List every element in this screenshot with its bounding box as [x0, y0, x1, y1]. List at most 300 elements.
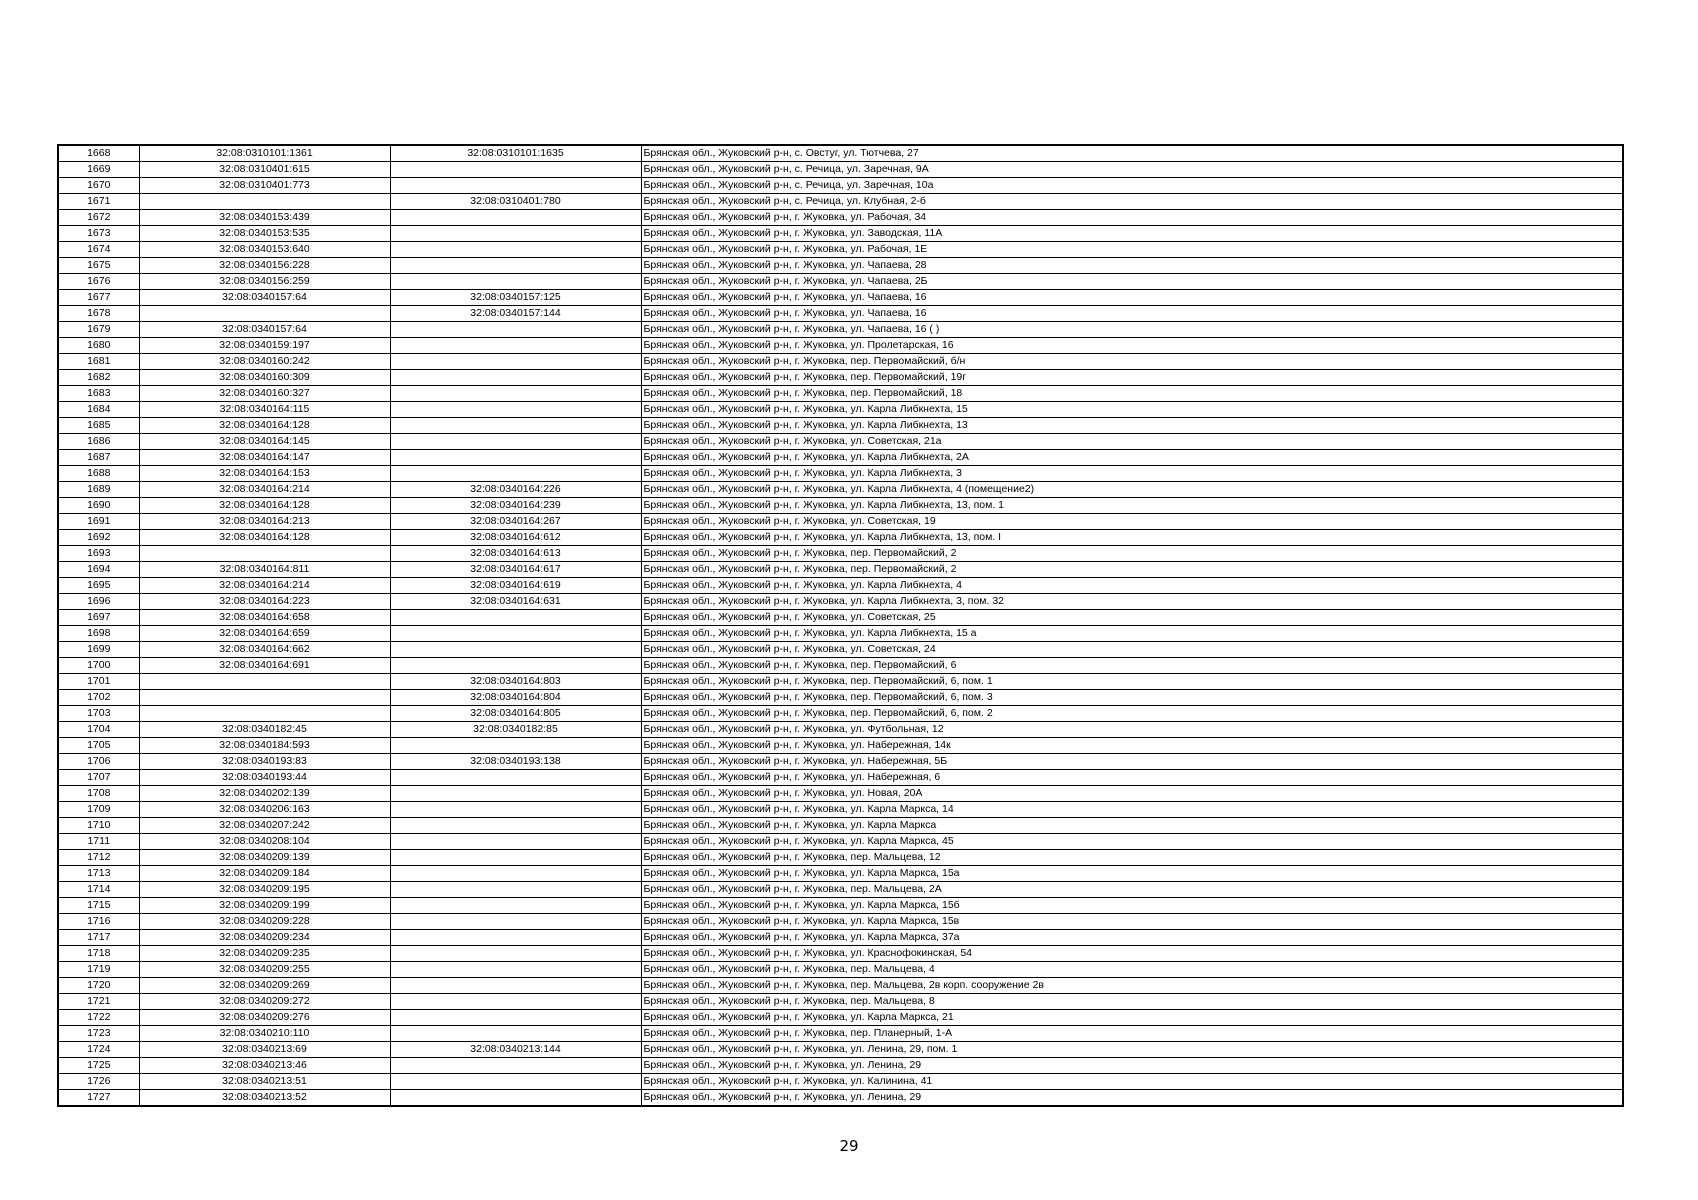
address-cell: Брянская обл., Жуковский р-н, г. Жуковка, пер. Первомайский, 18	[641, 386, 1623, 402]
address-cell: Брянская обл., Жуковский р-н, г. Жуковка, пер. Первомайский, 2	[641, 546, 1623, 562]
cadastral-number-cell: 32:08:0340164:214	[139, 578, 390, 594]
table-row	[58, 610, 1623, 626]
row-number-cell: 1672	[58, 210, 139, 226]
related-cadastral-number-cell	[390, 898, 641, 914]
related-cadastral-number-cell: 32:08:0340164:619	[390, 578, 641, 594]
row-number-cell: 1706	[58, 754, 139, 770]
row-number-cell: 1673	[58, 226, 139, 242]
row-number-cell: 1723	[58, 1026, 139, 1042]
row-number-cell: 1686	[58, 434, 139, 450]
address-cell: Брянская обл., Жуковский р-н, г. Жуковка, ул. Набережная, 14к	[641, 738, 1623, 754]
address-cell: Брянская обл., Жуковский р-н, г. Жуковка, ул. Карла Либкнехта, 13, пом. I	[641, 530, 1623, 546]
row-number-cell: 1715	[58, 898, 139, 914]
related-cadastral-number-cell	[390, 210, 641, 226]
address-cell: Брянская обл., Жуковский р-н, г. Жуковка, ул. Краснофокинская, 54	[641, 946, 1623, 962]
row-number-cell: 1674	[58, 242, 139, 258]
row-number-cell: 1692	[58, 530, 139, 546]
table-row	[58, 322, 1623, 338]
row-number-cell: 1700	[58, 658, 139, 674]
related-cadastral-number-cell	[390, 978, 641, 994]
table-row	[58, 674, 1623, 690]
table-row	[58, 1010, 1623, 1026]
table-row	[58, 498, 1623, 514]
related-cadastral-number-cell	[390, 274, 641, 290]
related-cadastral-number-cell	[390, 962, 641, 978]
row-number-cell: 1712	[58, 850, 139, 866]
row-number-cell: 1683	[58, 386, 139, 402]
table-row	[58, 418, 1623, 434]
row-number-cell: 1714	[58, 882, 139, 898]
address-cell: Брянская обл., Жуковский р-н, г. Жуковка, ул. Набережная, 6	[641, 770, 1623, 786]
address-cell: Брянская обл., Жуковский р-н, г. Жуковка, ул. Карла Либкнехта, 13	[641, 418, 1623, 434]
address-cell: Брянская обл., Жуковский р-н, г. Жуковка, ул. Чапаева, 16	[641, 306, 1623, 322]
address-cell: Брянская обл., Жуковский р-н, г. Жуковка, ул. Карла Маркса	[641, 818, 1623, 834]
address-cell: Брянская обл., Жуковский р-н, г. Жуковка, ул. Ленина, 29	[641, 1058, 1623, 1074]
row-number-cell: 1726	[58, 1074, 139, 1090]
related-cadastral-number-cell	[390, 466, 641, 482]
cadastral-number-cell: 32:08:0340209:255	[139, 962, 390, 978]
cadastral-number-cell	[139, 674, 390, 690]
related-cadastral-number-cell: 32:08:0340164:267	[390, 514, 641, 530]
related-cadastral-number-cell	[390, 1026, 641, 1042]
related-cadastral-number-cell	[390, 802, 641, 818]
row-number-cell: 1681	[58, 354, 139, 370]
address-cell: Брянская обл., Жуковский р-н, г. Жуковка, пер. Первомайский, 6	[641, 658, 1623, 674]
cadastral-number-cell: 32:08:0340209:276	[139, 1010, 390, 1026]
table-row	[58, 690, 1623, 706]
cadastral-number-cell: 32:08:0340207:242	[139, 818, 390, 834]
address-cell: Брянская обл., Жуковский р-н, г. Жуковка, ул. Карла Маркса, 37а	[641, 930, 1623, 946]
table-row	[58, 882, 1623, 898]
table-body	[58, 145, 1623, 1106]
cadastral-number-cell: 32:08:0310401:615	[139, 162, 390, 178]
table-row	[58, 338, 1623, 354]
cadastral-number-cell: 32:08:0340156:228	[139, 258, 390, 274]
address-cell: Брянская обл., Жуковский р-н, г. Жуковка, ул. Ленина, 29, пом. 1	[641, 1042, 1623, 1058]
row-number-cell: 1716	[58, 914, 139, 930]
table-row	[58, 562, 1623, 578]
related-cadastral-number-cell	[390, 402, 641, 418]
cadastral-number-cell: 32:08:0340209:234	[139, 930, 390, 946]
table-row	[58, 626, 1623, 642]
related-cadastral-number-cell: 32:08:0340164:804	[390, 690, 641, 706]
row-number-cell: 1679	[58, 322, 139, 338]
row-number-cell: 1709	[58, 802, 139, 818]
address-cell: Брянская обл., Жуковский р-н, г. Жуковка, пер. Первомайский, 19г	[641, 370, 1623, 386]
cadastral-number-cell: 32:08:0340153:439	[139, 210, 390, 226]
table-row	[58, 786, 1623, 802]
row-number-cell: 1704	[58, 722, 139, 738]
address-cell: Брянская обл., Жуковский р-н, г. Жуковка, пер. Мальцева, 8	[641, 994, 1623, 1010]
cadastral-number-cell	[139, 690, 390, 706]
related-cadastral-number-cell	[390, 322, 641, 338]
row-number-cell: 1689	[58, 482, 139, 498]
row-number-cell: 1694	[58, 562, 139, 578]
address-cell: Брянская обл., Жуковский р-н, г. Жуковка, ул. Карла Маркса, 15б	[641, 898, 1623, 914]
table-row	[58, 898, 1623, 914]
address-cell: Брянская обл., Жуковский р-н, г. Жуковка, пер. Мальцева, 2в корп. сооружение 2в	[641, 978, 1623, 994]
related-cadastral-number-cell: 32:08:0340213:144	[390, 1042, 641, 1058]
table-row	[58, 1026, 1623, 1042]
row-number-cell: 1703	[58, 706, 139, 722]
address-cell: Брянская обл., Жуковский р-н, г. Жуковка, ул. Советская, 24	[641, 642, 1623, 658]
row-number-cell: 1678	[58, 306, 139, 322]
cadastral-number-cell: 32:08:0340182:45	[139, 722, 390, 738]
cadastral-number-cell: 32:08:0340209:272	[139, 994, 390, 1010]
cadastral-number-cell: 32:08:0340164:115	[139, 402, 390, 418]
related-cadastral-number-cell	[390, 914, 641, 930]
related-cadastral-number-cell: 32:08:0340164:613	[390, 546, 641, 562]
table-row	[58, 306, 1623, 322]
table-row	[58, 274, 1623, 290]
table-row	[58, 450, 1623, 466]
row-number-cell: 1669	[58, 162, 139, 178]
table-row	[58, 994, 1623, 1010]
address-cell: Брянская обл., Жуковский р-н, г. Жуковка, пер. Первомайский, б/н	[641, 354, 1623, 370]
row-number-cell: 1675	[58, 258, 139, 274]
row-number-cell: 1680	[58, 338, 139, 354]
row-number-cell: 1697	[58, 610, 139, 626]
row-number-cell: 1708	[58, 786, 139, 802]
cadastral-number-cell: 32:08:0340209:139	[139, 850, 390, 866]
related-cadastral-number-cell	[390, 770, 641, 786]
cadastral-number-cell: 32:08:0340193:44	[139, 770, 390, 786]
table-row	[58, 770, 1623, 786]
row-number-cell: 1668	[58, 145, 139, 162]
related-cadastral-number-cell	[390, 930, 641, 946]
address-cell: Брянская обл., Жуковский р-н, г. Жуковка, ул. Карла Либкнехта, 15 а	[641, 626, 1623, 642]
related-cadastral-number-cell: 32:08:0340182:85	[390, 722, 641, 738]
cadastral-number-cell: 32:08:0340164:223	[139, 594, 390, 610]
row-number-cell: 1707	[58, 770, 139, 786]
table-row	[58, 642, 1623, 658]
related-cadastral-number-cell	[390, 850, 641, 866]
address-cell: Брянская обл., Жуковский р-н, г. Жуковка, пер. Мальцева, 4	[641, 962, 1623, 978]
property-register-table	[57, 144, 1624, 1107]
address-cell: Брянская обл., Жуковский р-н, г. Жуковка, ул. Советская, 19	[641, 514, 1623, 530]
cadastral-number-cell: 32:08:0340209:195	[139, 882, 390, 898]
address-cell: Брянская обл., Жуковский р-н, г. Жуковка, ул. Новая, 20А	[641, 786, 1623, 802]
address-cell: Брянская обл., Жуковский р-н, г. Жуковка, ул. Калинина, 41	[641, 1074, 1623, 1090]
address-cell: Брянская обл., Жуковский р-н, г. Жуковка, пер. Первомайский, 6, пом. 1	[641, 674, 1623, 690]
address-cell: Брянская обл., Жуковский р-н, г. Жуковка, ул. Рабочая, 1Е	[641, 242, 1623, 258]
related-cadastral-number-cell	[390, 818, 641, 834]
table-row	[58, 706, 1623, 722]
row-number-cell: 1711	[58, 834, 139, 850]
address-cell: Брянская обл., Жуковский р-н, г. Жуковка, пер. Планерный, 1-А	[641, 1026, 1623, 1042]
address-cell: Брянская обл., Жуковский р-н, г. Жуковка, ул. Карла Либкнехта, 4 (помещение2)	[641, 482, 1623, 498]
table-row	[58, 354, 1623, 370]
cadastral-number-cell: 32:08:0310101:1361	[139, 145, 390, 162]
related-cadastral-number-cell	[390, 1074, 641, 1090]
cadastral-number-cell: 32:08:0340164:145	[139, 434, 390, 450]
cadastral-number-cell	[139, 706, 390, 722]
related-cadastral-number-cell	[390, 866, 641, 882]
cadastral-number-cell	[139, 306, 390, 322]
related-cadastral-number-cell	[390, 450, 641, 466]
row-number-cell: 1701	[58, 674, 139, 690]
address-cell: Брянская обл., Жуковский р-н, г. Жуковка, пер. Мальцева, 12	[641, 850, 1623, 866]
row-number-cell: 1690	[58, 498, 139, 514]
address-cell: Брянская обл., Жуковский р-н, г. Жуковка, ул. Карла Маркса, 14	[641, 802, 1623, 818]
address-cell: Брянская обл., Жуковский р-н, г. Жуковка, ул. Рабочая, 34	[641, 210, 1623, 226]
row-number-cell: 1705	[58, 738, 139, 754]
cadastral-number-cell: 32:08:0340164:214	[139, 482, 390, 498]
address-cell: Брянская обл., Жуковский р-н, г. Жуковка, ул. Футбольная, 12	[641, 722, 1623, 738]
table-row	[58, 594, 1623, 610]
table-row	[58, 978, 1623, 994]
row-number-cell: 1677	[58, 290, 139, 306]
address-cell: Брянская обл., Жуковский р-н, г. Жуковка, ул. Заводская, 11А	[641, 226, 1623, 242]
address-cell: Брянская обл., Жуковский р-н, г. Жуковка, ул. Карла Либкнехта, 3	[641, 466, 1623, 482]
address-cell: Брянская обл., Жуковский р-н, г. Жуковка, ул. Чапаева, 28	[641, 258, 1623, 274]
row-number-cell: 1691	[58, 514, 139, 530]
address-cell: Брянская обл., Жуковский р-н, г. Жуковка, пер. Первомайский, 6, пом. 3	[641, 690, 1623, 706]
row-number-cell: 1727	[58, 1090, 139, 1107]
related-cadastral-number-cell	[390, 882, 641, 898]
row-number-cell: 1699	[58, 642, 139, 658]
table-row	[58, 866, 1623, 882]
table-row	[58, 914, 1623, 930]
address-cell: Брянская обл., Жуковский р-н, г. Жуковка, ул. Чапаева, 16	[641, 290, 1623, 306]
row-number-cell: 1721	[58, 994, 139, 1010]
related-cadastral-number-cell: 32:08:0310101:1635	[390, 145, 641, 162]
cadastral-number-cell: 32:08:0340210:110	[139, 1026, 390, 1042]
related-cadastral-number-cell	[390, 162, 641, 178]
page-number: 29	[839, 1137, 859, 1155]
table-row	[58, 754, 1623, 770]
address-cell: Брянская обл., Жуковский р-н, с. Овстуг, ул. Тютчева, 27	[641, 145, 1623, 162]
table-row	[58, 242, 1623, 258]
related-cadastral-number-cell	[390, 258, 641, 274]
row-number-cell: 1688	[58, 466, 139, 482]
table-row	[58, 226, 1623, 242]
cadastral-number-cell: 32:08:0340202:139	[139, 786, 390, 802]
related-cadastral-number-cell	[390, 626, 641, 642]
table-row	[58, 546, 1623, 562]
address-cell: Брянская обл., Жуковский р-н, г. Жуковка, ул. Пролетарская, 16	[641, 338, 1623, 354]
related-cadastral-number-cell	[390, 386, 641, 402]
related-cadastral-number-cell: 32:08:0340157:125	[390, 290, 641, 306]
cadastral-number-cell: 32:08:0340160:327	[139, 386, 390, 402]
address-cell: Брянская обл., Жуковский р-н, г. Жуковка, ул. Карла Либкнехта, 15	[641, 402, 1623, 418]
related-cadastral-number-cell: 32:08:0310401:780	[390, 194, 641, 210]
cadastral-number-cell: 32:08:0340153:535	[139, 226, 390, 242]
table-row	[58, 850, 1623, 866]
cadastral-number-cell: 32:08:0340209:199	[139, 898, 390, 914]
address-cell: Брянская обл., Жуковский р-н, г. Жуковка, ул. Карла Либкнехта, 13, пом. 1	[641, 498, 1623, 514]
row-number-cell: 1684	[58, 402, 139, 418]
address-cell: Брянская обл., Жуковский р-н, г. Жуковка, ул. Карла Либкнехта, 2А	[641, 450, 1623, 466]
table-row	[58, 386, 1623, 402]
cadastral-number-cell: 32:08:0340160:309	[139, 370, 390, 386]
address-cell: Брянская обл., Жуковский р-н, г. Жуковка, ул. Карла Маркса, 15в	[641, 914, 1623, 930]
cadastral-number-cell: 32:08:0340160:242	[139, 354, 390, 370]
related-cadastral-number-cell	[390, 418, 641, 434]
cadastral-number-cell: 32:08:0340164:811	[139, 562, 390, 578]
related-cadastral-number-cell	[390, 834, 641, 850]
row-number-cell: 1724	[58, 1042, 139, 1058]
address-cell: Брянская обл., Жуковский р-н, г. Жуковка, пер. Мальцева, 2А	[641, 882, 1623, 898]
table-row	[58, 145, 1623, 162]
address-cell: Брянская обл., Жуковский р-н, г. Жуковка, ул. Карла Либкнехта, 3, пом. 32	[641, 594, 1623, 610]
related-cadastral-number-cell: 32:08:0340164:631	[390, 594, 641, 610]
table-row	[58, 194, 1623, 210]
address-cell: Брянская обл., Жуковский р-н, г. Жуковка, пер. Первомайский, 6, пом. 2	[641, 706, 1623, 722]
table-row	[58, 482, 1623, 498]
cadastral-number-cell: 32:08:0340164:128	[139, 498, 390, 514]
cadastral-number-cell: 32:08:0340159:197	[139, 338, 390, 354]
table-row	[58, 210, 1623, 226]
table-row	[58, 514, 1623, 530]
table-row	[58, 530, 1623, 546]
cadastral-number-cell: 32:08:0340213:51	[139, 1074, 390, 1090]
row-number-cell: 1720	[58, 978, 139, 994]
related-cadastral-number-cell	[390, 370, 641, 386]
row-number-cell: 1698	[58, 626, 139, 642]
address-cell: Брянская обл., Жуковский р-н, с. Речица, ул. Клубная, 2-б	[641, 194, 1623, 210]
table-row	[58, 1074, 1623, 1090]
address-cell: Брянская обл., Жуковский р-н, с. Речица, ул. Заречная, 10а	[641, 178, 1623, 194]
row-number-cell: 1702	[58, 690, 139, 706]
cadastral-number-cell: 32:08:0340164:213	[139, 514, 390, 530]
table-row	[58, 258, 1623, 274]
row-number-cell: 1693	[58, 546, 139, 562]
address-cell: Брянская обл., Жуковский р-н, г. Жуковка, ул. Чапаева, 2Б	[641, 274, 1623, 290]
cadastral-number-cell: 32:08:0340193:83	[139, 754, 390, 770]
cadastral-number-cell: 32:08:0340209:269	[139, 978, 390, 994]
related-cadastral-number-cell	[390, 946, 641, 962]
related-cadastral-number-cell	[390, 1010, 641, 1026]
address-cell: Брянская обл., Жуковский р-н, г. Жуковка, ул. Карла Маркса, 45	[641, 834, 1623, 850]
cadastral-number-cell: 32:08:0340157:64	[139, 322, 390, 338]
address-cell: Брянская обл., Жуковский р-н, г. Жуковка, ул. Карла Либкнехта, 4	[641, 578, 1623, 594]
cadastral-number-cell: 32:08:0340164:153	[139, 466, 390, 482]
row-number-cell: 1719	[58, 962, 139, 978]
related-cadastral-number-cell	[390, 178, 641, 194]
row-number-cell: 1676	[58, 274, 139, 290]
table-row	[58, 722, 1623, 738]
cadastral-number-cell: 32:08:0340213:69	[139, 1042, 390, 1058]
table-row	[58, 930, 1623, 946]
related-cadastral-number-cell: 32:08:0340164:612	[390, 530, 641, 546]
related-cadastral-number-cell	[390, 610, 641, 626]
table-row	[58, 1042, 1623, 1058]
row-number-cell: 1718	[58, 946, 139, 962]
cadastral-number-cell: 32:08:0340209:228	[139, 914, 390, 930]
table-row	[58, 162, 1623, 178]
row-number-cell: 1725	[58, 1058, 139, 1074]
related-cadastral-number-cell: 32:08:0340193:138	[390, 754, 641, 770]
address-cell: Брянская обл., Жуковский р-н, г. Жуковка, ул. Набережная, 5Б	[641, 754, 1623, 770]
cadastral-number-cell	[139, 546, 390, 562]
cadastral-number-cell: 32:08:0340184:593	[139, 738, 390, 754]
related-cadastral-number-cell	[390, 1058, 641, 1074]
row-number-cell: 1713	[58, 866, 139, 882]
cadastral-number-cell: 32:08:0340209:235	[139, 946, 390, 962]
related-cadastral-number-cell: 32:08:0340164:805	[390, 706, 641, 722]
related-cadastral-number-cell	[390, 1090, 641, 1107]
table-row	[58, 818, 1623, 834]
cadastral-number-cell: 32:08:0340164:128	[139, 530, 390, 546]
cadastral-number-cell: 32:08:0340157:64	[139, 290, 390, 306]
table-row	[58, 946, 1623, 962]
table-row	[58, 802, 1623, 818]
related-cadastral-number-cell	[390, 738, 641, 754]
related-cadastral-number-cell	[390, 226, 641, 242]
related-cadastral-number-cell	[390, 354, 641, 370]
table-row	[58, 178, 1623, 194]
cadastral-number-cell: 32:08:0340209:184	[139, 866, 390, 882]
row-number-cell: 1685	[58, 418, 139, 434]
cadastral-number-cell: 32:08:0340206:163	[139, 802, 390, 818]
row-number-cell: 1687	[58, 450, 139, 466]
address-cell: Брянская обл., Жуковский р-н, г. Жуковка, ул. Ленина, 29	[641, 1090, 1623, 1107]
row-number-cell: 1710	[58, 818, 139, 834]
address-cell: Брянская обл., Жуковский р-н, г. Жуковка, ул. Карла Маркса, 21	[641, 1010, 1623, 1026]
related-cadastral-number-cell: 32:08:0340164:239	[390, 498, 641, 514]
address-cell: Брянская обл., Жуковский р-н, г. Жуковка, ул. Советская, 25	[641, 610, 1623, 626]
row-number-cell: 1695	[58, 578, 139, 594]
table-row	[58, 578, 1623, 594]
row-number-cell: 1682	[58, 370, 139, 386]
related-cadastral-number-cell	[390, 338, 641, 354]
row-number-cell: 1670	[58, 178, 139, 194]
cadastral-number-cell: 32:08:0340164:662	[139, 642, 390, 658]
table-row	[58, 1090, 1623, 1107]
related-cadastral-number-cell	[390, 242, 641, 258]
row-number-cell: 1722	[58, 1010, 139, 1026]
address-cell: Брянская обл., Жуковский р-н, г. Жуковка, ул. Чапаева, 16 ( )	[641, 322, 1623, 338]
related-cadastral-number-cell	[390, 994, 641, 1010]
cadastral-number-cell: 32:08:0340213:52	[139, 1090, 390, 1107]
address-cell: Брянская обл., Жуковский р-н, г. Жуковка, ул. Советская, 21а	[641, 434, 1623, 450]
cadastral-number-cell: 32:08:0340153:640	[139, 242, 390, 258]
related-cadastral-number-cell: 32:08:0340164:226	[390, 482, 641, 498]
cadastral-number-cell: 32:08:0340164:147	[139, 450, 390, 466]
table-row	[58, 738, 1623, 754]
table-row	[58, 1058, 1623, 1074]
related-cadastral-number-cell	[390, 786, 641, 802]
cadastral-number-cell: 32:08:0340164:691	[139, 658, 390, 674]
address-cell: Брянская обл., Жуковский р-н, г. Жуковка, пер. Первомайский, 2	[641, 562, 1623, 578]
table-row	[58, 402, 1623, 418]
cadastral-number-cell: 32:08:0310401:773	[139, 178, 390, 194]
table-row	[58, 466, 1623, 482]
related-cadastral-number-cell: 32:08:0340164:617	[390, 562, 641, 578]
cadastral-number-cell: 32:08:0340164:128	[139, 418, 390, 434]
cadastral-number-cell: 32:08:0340208:104	[139, 834, 390, 850]
table-row	[58, 658, 1623, 674]
address-cell: Брянская обл., Жуковский р-н, г. Жуковка, ул. Карла Маркса, 15а	[641, 866, 1623, 882]
related-cadastral-number-cell: 32:08:0340157:144	[390, 306, 641, 322]
related-cadastral-number-cell	[390, 642, 641, 658]
table-row	[58, 370, 1623, 386]
cadastral-number-cell: 32:08:0340164:658	[139, 610, 390, 626]
address-cell: Брянская обл., Жуковский р-н, с. Речица, ул. Заречная, 9А	[641, 162, 1623, 178]
table-row	[58, 962, 1623, 978]
row-number-cell: 1671	[58, 194, 139, 210]
cadastral-number-cell: 32:08:0340156:259	[139, 274, 390, 290]
related-cadastral-number-cell	[390, 658, 641, 674]
cadastral-number-cell: 32:08:0340213:46	[139, 1058, 390, 1074]
related-cadastral-number-cell	[390, 434, 641, 450]
cadastral-number-cell: 32:08:0340164:659	[139, 626, 390, 642]
table-row	[58, 290, 1623, 306]
row-number-cell: 1696	[58, 594, 139, 610]
related-cadastral-number-cell: 32:08:0340164:803	[390, 674, 641, 690]
table-row	[58, 834, 1623, 850]
